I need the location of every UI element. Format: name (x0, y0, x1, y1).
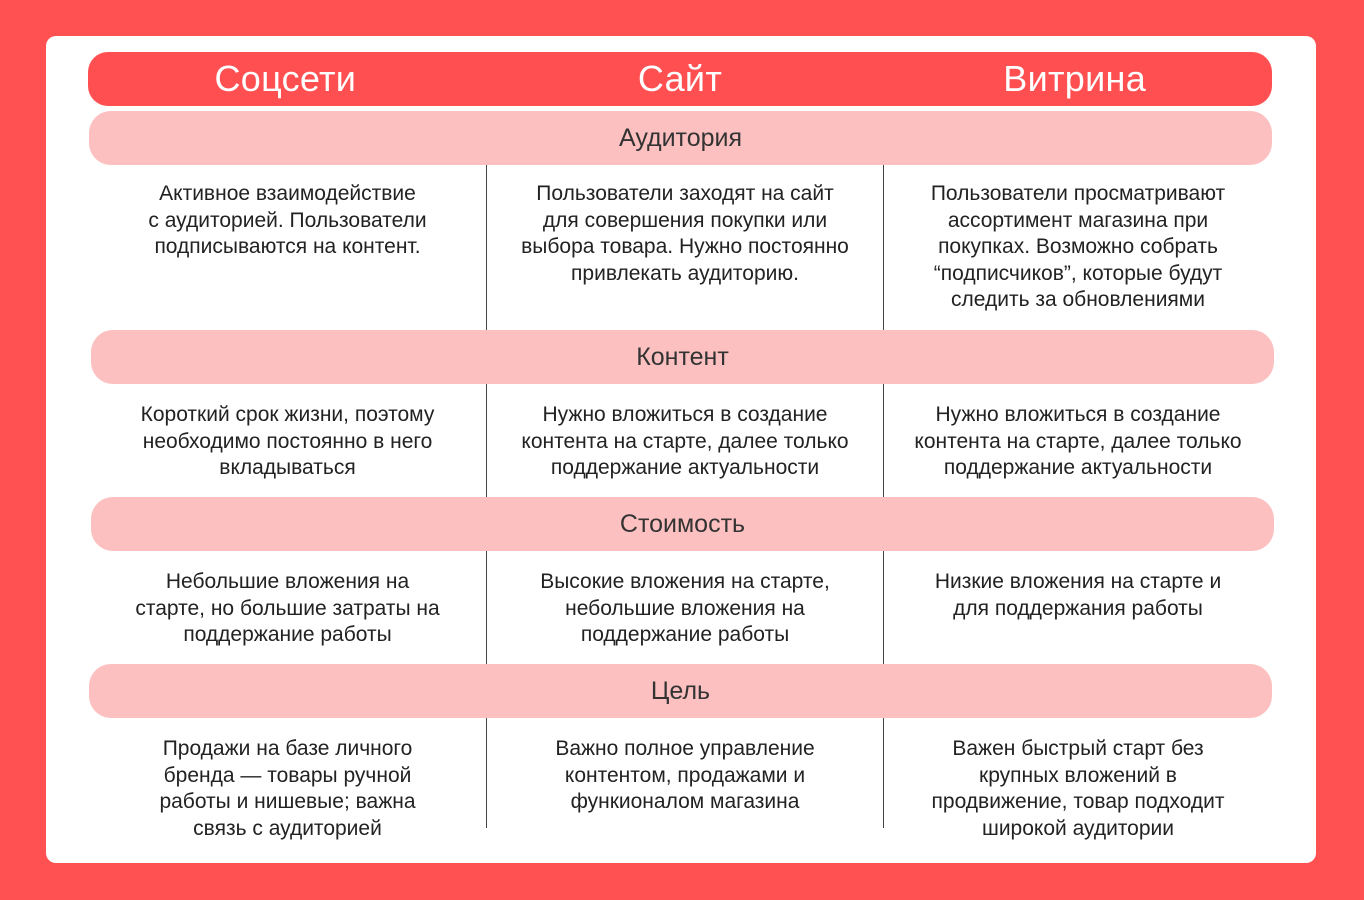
cell-audience-site: Пользователи заходят на сайт для совершения покупки или выбора товара. Нужно постоянно привлекать аудиторию. (486, 165, 883, 330)
cell-cost-showcase: Низкие вложения на старте и для поддержания работы (883, 551, 1272, 664)
cell-audience-showcase: Пользователи просматривают ассортимент магазина при покупках. Возможно собрать “подписчиков”, которые будут следить за обновлениями (883, 165, 1272, 330)
cell-content-site: Нужно вложиться в создание контента на старте, далее только поддержание актуальности (486, 384, 883, 497)
row-goal (89, 718, 1272, 840)
cell-goal-site: Важно полное управление контентом, продажами и функионалом магазина (486, 718, 883, 828)
cell-cost-socials: Небольшие вложения на старте, но большие затраты на поддержание работы (135, 570, 440, 646)
row-cost (89, 551, 1272, 664)
section-title-cost: Стоимость (91, 497, 1274, 551)
cell-content-socials: Короткий срок жизни, поэтому необходимо постоянно в него вкладываться (140, 403, 435, 479)
cell-content-showcase: Нужно вложиться в создание контента на старте, далее только поддержание актуальности (883, 384, 1272, 497)
cell-goal-showcase: Важен быстрый старт без крупных вложений в продвижение, товар подходит широкой аудитории (883, 718, 1272, 828)
section-title-audience: Аудитория (89, 111, 1272, 165)
section-title-goal: Цель (89, 664, 1272, 718)
cell-cost-site: Высокие вложения на старте, небольшие вложения на поддержание работы (486, 551, 883, 664)
header-col-socials: Соцсети (214, 58, 357, 99)
row-content (89, 384, 1272, 497)
cell-audience-socials: Активное взаимодействие с аудиторией. Пользователи подписываются на контент. (148, 182, 427, 258)
section-title-content: Контент (91, 330, 1274, 384)
cell-goal-socials: Продажи на базе личного бренда — товары ручной работы и нишевые; важна связь с аудиторией (159, 737, 416, 840)
header-bar (88, 52, 1272, 106)
header-col-site: Сайт (637, 58, 723, 99)
row-audience (89, 165, 1272, 330)
header-col-showcase: Витрина (1003, 58, 1147, 99)
